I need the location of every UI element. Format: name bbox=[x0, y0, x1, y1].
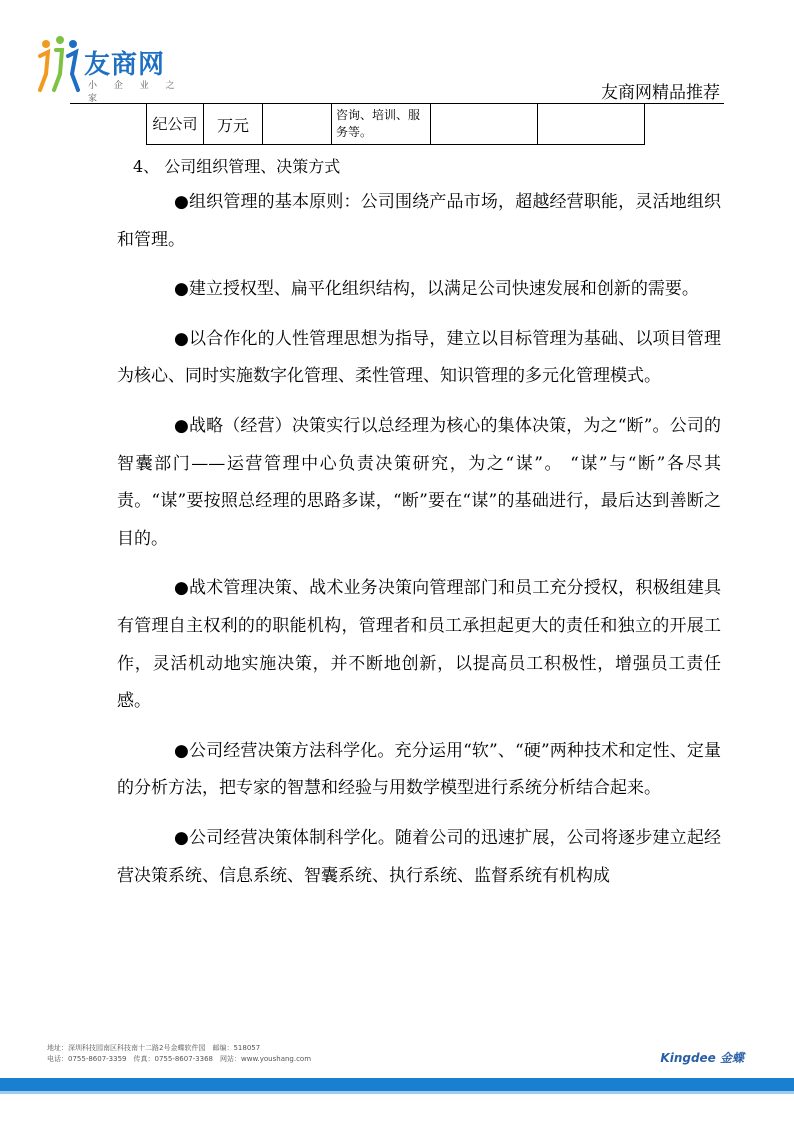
table-row bbox=[147, 104, 645, 145]
section-heading: 4、 公司组织管理、决策方式 bbox=[133, 157, 341, 176]
kingdee-logo: Kingdee 金蝶 bbox=[660, 1051, 744, 1065]
footer-address-line: 地址：深圳科技园南区科技南十二路2号金蝶软件园 邮编：518057 bbox=[47, 1044, 261, 1052]
table-cell bbox=[538, 104, 645, 145]
table-cell bbox=[431, 104, 538, 145]
footer-bar-accent bbox=[0, 1091, 794, 1094]
footer-address bbox=[47, 1043, 311, 1065]
paragraph: ●建立授权型、扁平化组织结构，以满足公司快速发展和创新的需要。 bbox=[174, 279, 699, 300]
paragraph: ●公司经营决策方法科学化。充分运用“软”、“硬”两种技术和定性、定量的分析方法，把专家的智慧和经验与用数学模型进行系统分析结合起来。 bbox=[117, 740, 721, 799]
footer-bar bbox=[0, 1078, 794, 1091]
brand-name: 友商网 bbox=[84, 50, 166, 80]
paragraph: ●以合作化的人性管理思想为指导，建立以目标管理为基础、以项目管理为核心、同时实施数字化管理、柔性管理、知识管理的多元化管理模式。 bbox=[117, 328, 721, 387]
people-logo-icon bbox=[36, 34, 84, 96]
paragraph: ●战术管理决策、战术业务决策向管理部门和员工充分授权，积极组建具有管理自主权利的的职能机构，管理者和员工承担起更大的责任和独立的开展工作，灵活机动地实施决策，并不断地创新，以提高员工积极性，增强员工责任感。 bbox=[117, 578, 721, 712]
brand-slogan: 小 企 业 之 家 bbox=[88, 81, 182, 104]
paragraph: ●公司经营决策体制科学化。随着公司的迅速扩展，公司将逐步建立起经营决策系统、信息系统、智囊系统、执行系统、监督系统有机构成 bbox=[117, 827, 721, 886]
table-cell bbox=[263, 104, 332, 145]
document-body bbox=[117, 150, 721, 907]
table-cell: 咨询、培训、服务等。 bbox=[332, 104, 431, 145]
youshang-logo bbox=[36, 34, 206, 104]
page-header-title: 友商网精品推荐 bbox=[601, 83, 720, 103]
paragraph: ●组织管理的基本原则：公司围绕产品市场，超越经营职能，灵活地组织和管理。 bbox=[117, 192, 721, 250]
footer-contact-line: 电话：0755-8607-3359 传真：0755-8607-3368 网站：www.youshang.com bbox=[47, 1055, 312, 1063]
paragraph: ●战略（经营）决策实行以总经理为核心的集体决策，为之“断”。公司的智囊部门——运营管理中心负责决策研究，为之“谋”。 “谋”与“断”各尽其责。“谋”要按照总经理的思路多谋，“断”要在“谋”的基础进行，最后达到善断之目的。 bbox=[117, 415, 721, 549]
table-cell: 纪公司 bbox=[147, 104, 204, 145]
table-cell: 万元 bbox=[204, 104, 263, 145]
table-fragment bbox=[146, 103, 645, 145]
